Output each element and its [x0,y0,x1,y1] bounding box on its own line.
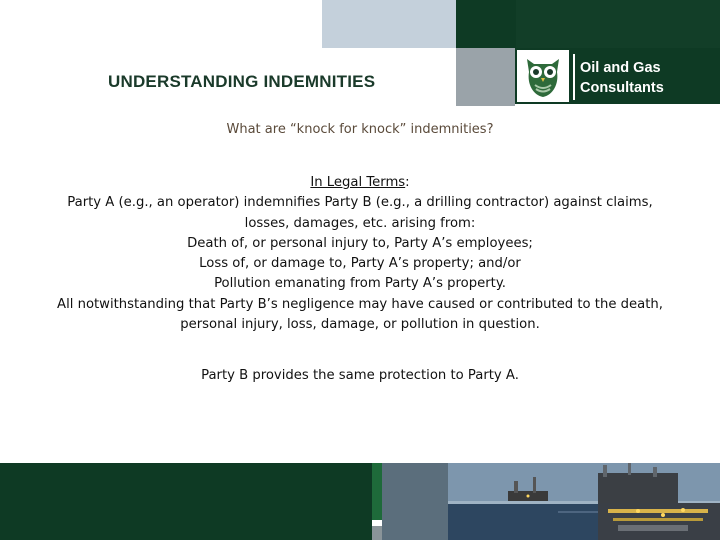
offshore-platform-image [448,463,720,540]
header-block-dark-green-right [516,0,720,48]
page-title: UNDERSTANDING INDEMNITIES [108,72,376,91]
logo-line-1: Oil and Gas [580,60,661,76]
footer-stripe-green [372,463,382,520]
body-line: All notwithstanding that Party B’s negligence may have caused or contributed to the death, [57,296,663,312]
blank-line [20,335,700,366]
body-line: Pollution emanating from Party A’s property. [214,276,506,292]
footer-stripe-gray [372,526,382,540]
subtitle: What are “knock for knock” indemnities? [226,122,494,137]
legal-terms-label: In Legal Terms [310,175,406,190]
body-line: personal injury, loss, damage, or pollution in question. [180,317,540,333]
body-text [20,173,700,387]
legal-terms-colon: : [405,175,410,190]
closing-line: Party B provides the same protection to Party A. [201,368,519,384]
footer-block-dark-green [0,463,372,540]
body-line: Death of, or personal injury to, Party A’s employees; [187,235,533,251]
body-line: losses, damages, etc. arising from: [244,215,476,231]
logo-line-2: Consultants [580,80,664,96]
header-block-gray [456,48,515,106]
body-line: Loss of, or damage to, Party A’s property; and/or [199,256,521,272]
legal-terms-heading [20,173,700,193]
header-block-dark-green [456,0,516,48]
header-block-light-blue [322,0,456,48]
logo-separator [573,54,575,100]
owl-icon [517,50,569,102]
body-line: Party A (e.g., an operator) indemnifies Party B (e.g., a drilling contractor) against claims, [67,195,653,211]
footer-block-slate [382,463,448,540]
logo-wordmark [580,58,664,98]
